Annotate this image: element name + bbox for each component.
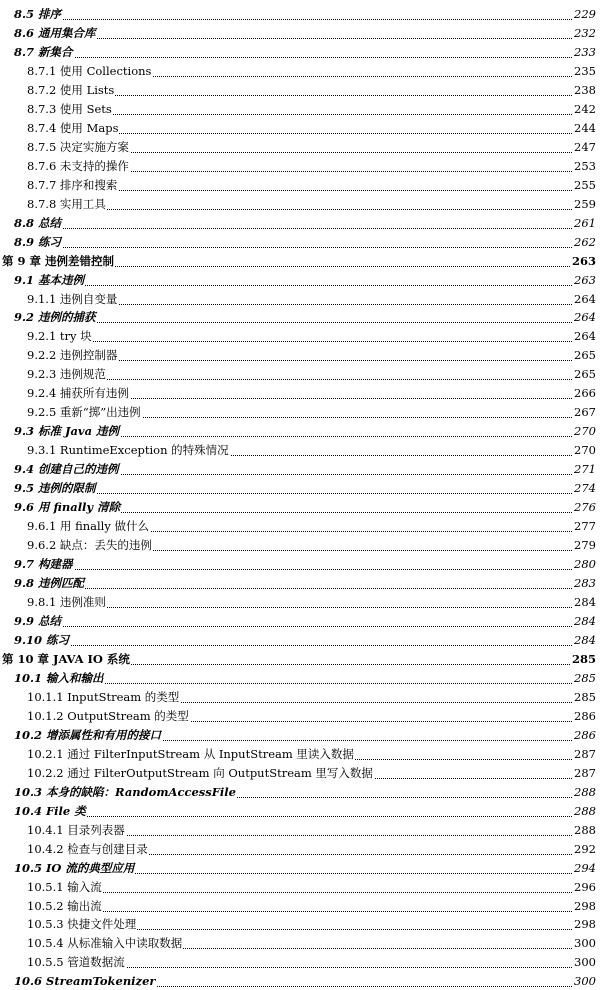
toc-entry-page-number: 276 [574, 500, 596, 515]
toc-entry-page-number: 274 [574, 481, 596, 496]
dot-leader [27, 892, 596, 893]
toc-entry-title: 10.6 StreamTokenizer [14, 974, 156, 989]
toc-entry-title: 10.3 本身的缺陷：RandomAccessFile [14, 784, 236, 799]
toc-entry-title: 9.10 练习 [14, 632, 70, 647]
toc-entry-page-number: 292 [574, 841, 596, 856]
toc-subsection-entry[interactable] [0, 80, 600, 99]
toc-entry-title: 8.7 新集合 [14, 44, 73, 59]
toc-entry-page-number: 263 [574, 272, 596, 287]
toc-subsection-entry[interactable] [0, 345, 600, 364]
toc-entry-title: 9.8 违例匹配 [14, 576, 85, 591]
toc-subsection-entry[interactable] [0, 364, 600, 383]
toc-chapter-entry[interactable] [0, 649, 600, 668]
dot-leader [27, 379, 596, 380]
toc-entry-page-number: 265 [574, 367, 596, 382]
dot-leader [14, 285, 596, 286]
toc-entry-page-number: 285 [574, 689, 596, 704]
toc-section-entry[interactable] [0, 782, 600, 801]
toc-section-entry[interactable] [0, 23, 600, 42]
toc-entry-page-number: 238 [574, 82, 596, 97]
toc-entry-page-number: 285 [574, 670, 596, 685]
toc-subsection-entry[interactable] [0, 706, 600, 725]
toc-section-entry[interactable] [0, 308, 600, 327]
toc-entry-page-number: 229 [574, 6, 596, 21]
toc-entry-title: 9.4 创建自己的违例 [14, 462, 119, 477]
toc-entry-title: 9.3 标准 Java 违例 [14, 424, 120, 439]
toc-subsection-entry[interactable] [0, 137, 600, 156]
toc-subsection-entry[interactable] [0, 156, 600, 175]
toc-entry-title: 10.2.2 通过 FilterOutputStream 向 OutputStream 里写入数据 [27, 765, 373, 780]
toc-entry-title: 10.1 输入和输出 [14, 670, 104, 685]
toc-entry-page-number: 279 [574, 538, 596, 553]
dot-leader [14, 19, 596, 20]
toc-entry-title: 9.2.5 重新“掷”出违例 [27, 405, 141, 420]
toc-section-entry[interactable] [0, 858, 600, 877]
toc-entry-page-number: 259 [574, 196, 596, 211]
toc-subsection-entry[interactable] [0, 592, 600, 611]
toc-entry-title: 10.5.2 输出流 [27, 898, 102, 913]
dot-leader [14, 588, 596, 589]
toc-entry-page-number: 270 [574, 443, 596, 458]
toc-subsection-entry[interactable] [0, 933, 600, 952]
toc-subsection-entry[interactable] [0, 952, 600, 971]
toc-section-entry[interactable] [0, 42, 600, 61]
toc-entry-title: 9.2.3 违例规范 [27, 367, 106, 382]
toc-entry-title: 8.7.8 实用工具 [27, 196, 106, 211]
dot-leader [14, 569, 596, 570]
toc-entry-page-number: 265 [574, 348, 596, 363]
dot-leader [14, 228, 596, 229]
toc-entry-title: 8.8 总结 [14, 215, 62, 230]
toc-subsection-entry[interactable] [0, 877, 600, 896]
toc-entry-page-number: 271 [574, 462, 596, 477]
toc-entry-page-number: 277 [574, 519, 596, 534]
toc-entry-title: 10.5 IO 流的典型应用 [14, 860, 135, 875]
toc-subsection-entry[interactable] [0, 383, 600, 402]
toc-entry-page-number: 255 [574, 177, 596, 192]
toc-entry-title: 9.6.2 缺点：丢失的违例 [27, 538, 152, 553]
toc-entry-page-number: 286 [574, 708, 596, 723]
toc-entry-page-number: 263 [571, 253, 596, 268]
toc-subsection-entry[interactable] [0, 61, 600, 80]
toc-section-entry[interactable] [0, 478, 600, 497]
toc-entry-page-number: 284 [574, 595, 596, 609]
toc-section-entry[interactable] [0, 270, 600, 289]
toc-subsection-entry[interactable] [0, 516, 600, 535]
dot-leader [27, 607, 596, 608]
toc-subsection-entry[interactable] [0, 289, 600, 308]
toc-entry-page-number: 267 [574, 405, 596, 420]
toc-entry-title: 9.2 违例的捕获 [14, 310, 96, 325]
toc-entry-page-number: 300 [574, 936, 596, 951]
toc-subsection-entry[interactable] [0, 915, 600, 934]
toc-entry-title: 9.7 构建器 [14, 557, 73, 572]
toc-subsection-entry[interactable] [0, 175, 600, 194]
dot-leader [27, 341, 596, 342]
dot-leader [14, 322, 596, 323]
toc-entry-page-number: 296 [574, 879, 596, 894]
toc-entry-title: 8.7.3 使用 Sets [27, 101, 112, 116]
toc-subsection-entry[interactable] [0, 535, 600, 554]
toc-entry-title: 9.6 用 finally 清除 [14, 500, 121, 515]
toc-entry-title: 9.1.1 违例自变量 [27, 291, 118, 306]
toc-entry-title: 8.5 排序 [14, 6, 62, 21]
toc-entry-page-number: 280 [574, 557, 596, 572]
toc-entry-page-number: 300 [574, 955, 596, 970]
dot-leader [14, 247, 596, 248]
dot-leader [14, 57, 596, 58]
toc-section-entry[interactable] [0, 459, 600, 478]
toc-chapter-entry[interactable] [0, 251, 600, 270]
toc-subsection-entry[interactable] [0, 744, 600, 763]
toc-entry-title: 9.2.1 try 块 [27, 329, 92, 344]
toc-entry-page-number: 288 [574, 803, 596, 818]
toc-section-entry[interactable] [0, 725, 600, 744]
toc-entry-title: 10.5.5 管道数据流 [27, 955, 125, 970]
toc-subsection-entry[interactable] [0, 839, 600, 858]
toc-entry-title: 9.1 基本违例 [14, 272, 85, 287]
toc-entry-page-number: 287 [574, 746, 596, 761]
toc-entry-page-number: 261 [574, 215, 596, 230]
toc-section-entry[interactable] [0, 497, 600, 516]
toc-section-entry[interactable] [0, 971, 600, 990]
toc-subsection-entry[interactable] [0, 763, 600, 782]
toc-entry-page-number: 264 [574, 329, 596, 344]
toc-entry-title: 8.7.4 使用 Maps [27, 120, 119, 135]
toc-entry-page-number: 298 [574, 917, 596, 932]
toc-subsection-entry[interactable] [0, 896, 600, 915]
dot-leader [27, 911, 596, 912]
toc-entry-page-number: 287 [574, 765, 596, 780]
toc-subsection-entry[interactable] [0, 194, 600, 213]
toc-entry-title: 8.7.2 使用 Lists [27, 82, 115, 97]
toc-entry-title: 9.8.1 违例准则 [27, 595, 106, 609]
toc-entry-page-number: 235 [574, 63, 596, 78]
toc-entry-title: 8.7.5 决定实施方案 [27, 139, 129, 154]
toc-entry-title: 10.4.2 检查与创建目录 [27, 841, 148, 856]
toc-entry-page-number: 242 [574, 101, 596, 116]
toc-entry-title: 9.5 违例的限制 [14, 481, 96, 496]
toc-entry-title: 8.7.6 未支持的操作 [27, 158, 129, 173]
toc-section-entry[interactable] [0, 630, 600, 649]
toc-entry-title: 10.2.1 通过 FilterInputStream 从 InputStream 里读入数据 [27, 746, 354, 761]
toc-entry-title: 8.6 通用集合库 [14, 25, 96, 40]
toc-entry-title: 10.5.4 从标准输入中读取数据 [27, 936, 183, 951]
toc-section-entry[interactable] [0, 554, 600, 573]
toc-entry-page-number: 300 [574, 974, 596, 989]
toc-entry-page-number: 253 [574, 158, 596, 173]
toc-entry-title: 10.5.3 快捷文件处理 [27, 917, 137, 932]
toc-entry-title: 10.5.1 输入流 [27, 879, 102, 894]
toc-subsection-entry[interactable] [0, 820, 600, 839]
toc-entry-page-number: 285 [571, 651, 596, 666]
toc-entry-title: 9.9 总结 [14, 613, 62, 628]
toc-entry-page-number: 247 [574, 139, 596, 154]
toc-section-entry[interactable] [0, 573, 600, 592]
toc-entry-title: 8.7.1 使用 Collections [27, 63, 152, 78]
toc-section-entry[interactable] [0, 611, 600, 630]
toc-entry-title: 9.6.1 用 finally 做什么 [27, 519, 150, 534]
toc-subsection-entry[interactable] [0, 99, 600, 118]
toc-entry-page-number: 270 [574, 424, 596, 439]
toc-entry-title: 10.1.2 OutputStream 的类型 [27, 708, 189, 723]
toc-entry-page-number: 288 [574, 822, 596, 837]
toc-entry-title: 10.1.1 InputStream 的类型 [27, 689, 180, 704]
toc-subsection-entry[interactable] [0, 687, 600, 706]
dot-leader [14, 816, 596, 817]
toc-entry-page-number: 284 [574, 613, 596, 628]
toc-entry-page-number: 298 [574, 898, 596, 913]
dot-leader [14, 38, 596, 39]
toc-entry-title: 10.4 File 类 [14, 803, 86, 818]
toc-entry-page-number: 232 [574, 25, 596, 40]
toc-entry-page-number: 264 [574, 310, 596, 325]
table-of-contents [0, 4, 600, 990]
dot-leader [14, 493, 596, 494]
toc-entry-title: 8.9 练习 [14, 234, 62, 249]
toc-entry-title: 10.2 增添属性和有用的接口 [14, 727, 162, 742]
toc-entry-page-number: 288 [574, 784, 596, 799]
toc-entry-page-number: 244 [574, 120, 596, 135]
toc-entry-title: 9.2.4 捕获所有违例 [27, 386, 129, 401]
dot-leader [27, 209, 596, 210]
toc-subsection-entry[interactable] [0, 440, 600, 459]
dot-leader [14, 626, 596, 627]
toc-entry-title: 9.3.1 RuntimeException 的特殊情况 [27, 443, 229, 458]
toc-entry-title: 10.4.1 目录列表器 [27, 822, 125, 837]
toc-entry-page-number: 262 [574, 234, 596, 249]
toc-subsection-entry[interactable] [0, 118, 600, 137]
toc-entry-page-number: 286 [574, 727, 596, 742]
toc-entry-title: 第 10 章 JAVA IO 系统 [2, 651, 130, 666]
toc-section-entry[interactable] [0, 213, 600, 232]
toc-section-entry[interactable] [0, 421, 600, 440]
toc-entry-page-number: 283 [574, 576, 596, 591]
toc-section-entry[interactable] [0, 232, 600, 251]
toc-entry-title: 8.7.7 排序和搜索 [27, 177, 118, 192]
toc-section-entry[interactable] [0, 4, 600, 23]
toc-section-entry[interactable] [0, 801, 600, 820]
toc-entry-page-number: 266 [574, 386, 596, 401]
toc-subsection-entry[interactable] [0, 402, 600, 421]
toc-entry-page-number: 264 [574, 291, 596, 306]
toc-entry-page-number: 233 [574, 44, 596, 59]
toc-subsection-entry[interactable] [0, 326, 600, 345]
toc-entry-title: 第 9 章 违例差错控制 [2, 253, 115, 268]
toc-entry-page-number: 284 [574, 632, 596, 647]
toc-entry-title: 9.2.2 违例控制器 [27, 348, 118, 363]
toc-section-entry[interactable] [0, 668, 600, 687]
toc-entry-page-number: 294 [574, 860, 596, 875]
dot-leader [14, 645, 596, 646]
